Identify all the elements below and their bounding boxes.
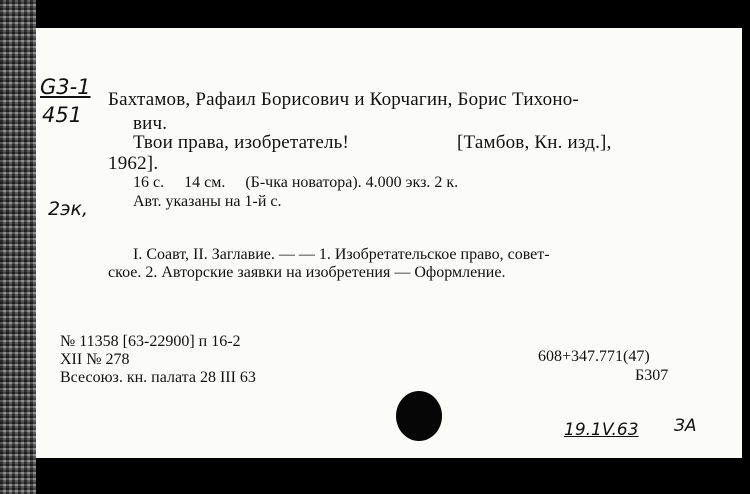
punch-hole: [396, 391, 442, 441]
publisher-imprint: [Тамбов, Кн. изд.],: [457, 132, 612, 153]
catalog-card: [36, 28, 742, 458]
tracings-line2: ское. 2. Авторские заявки на изобретения — Оформление.: [108, 264, 506, 281]
author-heading-line1: Бахтамов, Рафаил Борисович и Корчагин, Борис Тихоно-: [108, 89, 579, 110]
handwritten-date: 19.1V.63: [564, 420, 639, 440]
bottom-scan-edge: [36, 458, 750, 494]
handwritten-code-bottom: 451: [42, 103, 83, 127]
authors-note: Авт. указаны на 1-й с.: [133, 193, 282, 210]
handwritten-copies-mark: 2эк,: [48, 198, 89, 220]
book-title: Твои права, изобретатель!: [133, 132, 350, 153]
handwritten-stamp: ЗА: [674, 416, 697, 436]
left-scan-edge: [0, 0, 36, 494]
record-number: № 11358 [63-22900] п 16-2: [60, 333, 241, 350]
tracings-line1: I. Соавт, II. Заглавие. — — 1. Изобретательское право, совет-: [133, 246, 550, 263]
book-chamber-line: Всесоюз. кн. палата 28 III 63: [60, 369, 256, 386]
top-scan-edge: [36, 0, 750, 28]
publication-year: 1962].: [108, 153, 159, 174]
physical-description: 16 с. 14 см. (Б-чка новатора). 4.000 экз. 2 к.: [133, 174, 459, 191]
handwritten-code-top: G3-1: [40, 75, 91, 99]
shelf-code: Б307: [635, 367, 669, 384]
author-heading-line2: вич.: [133, 113, 168, 134]
series-number: XII № 278: [60, 351, 130, 368]
classification-code: 608+347.771(47): [538, 348, 650, 365]
